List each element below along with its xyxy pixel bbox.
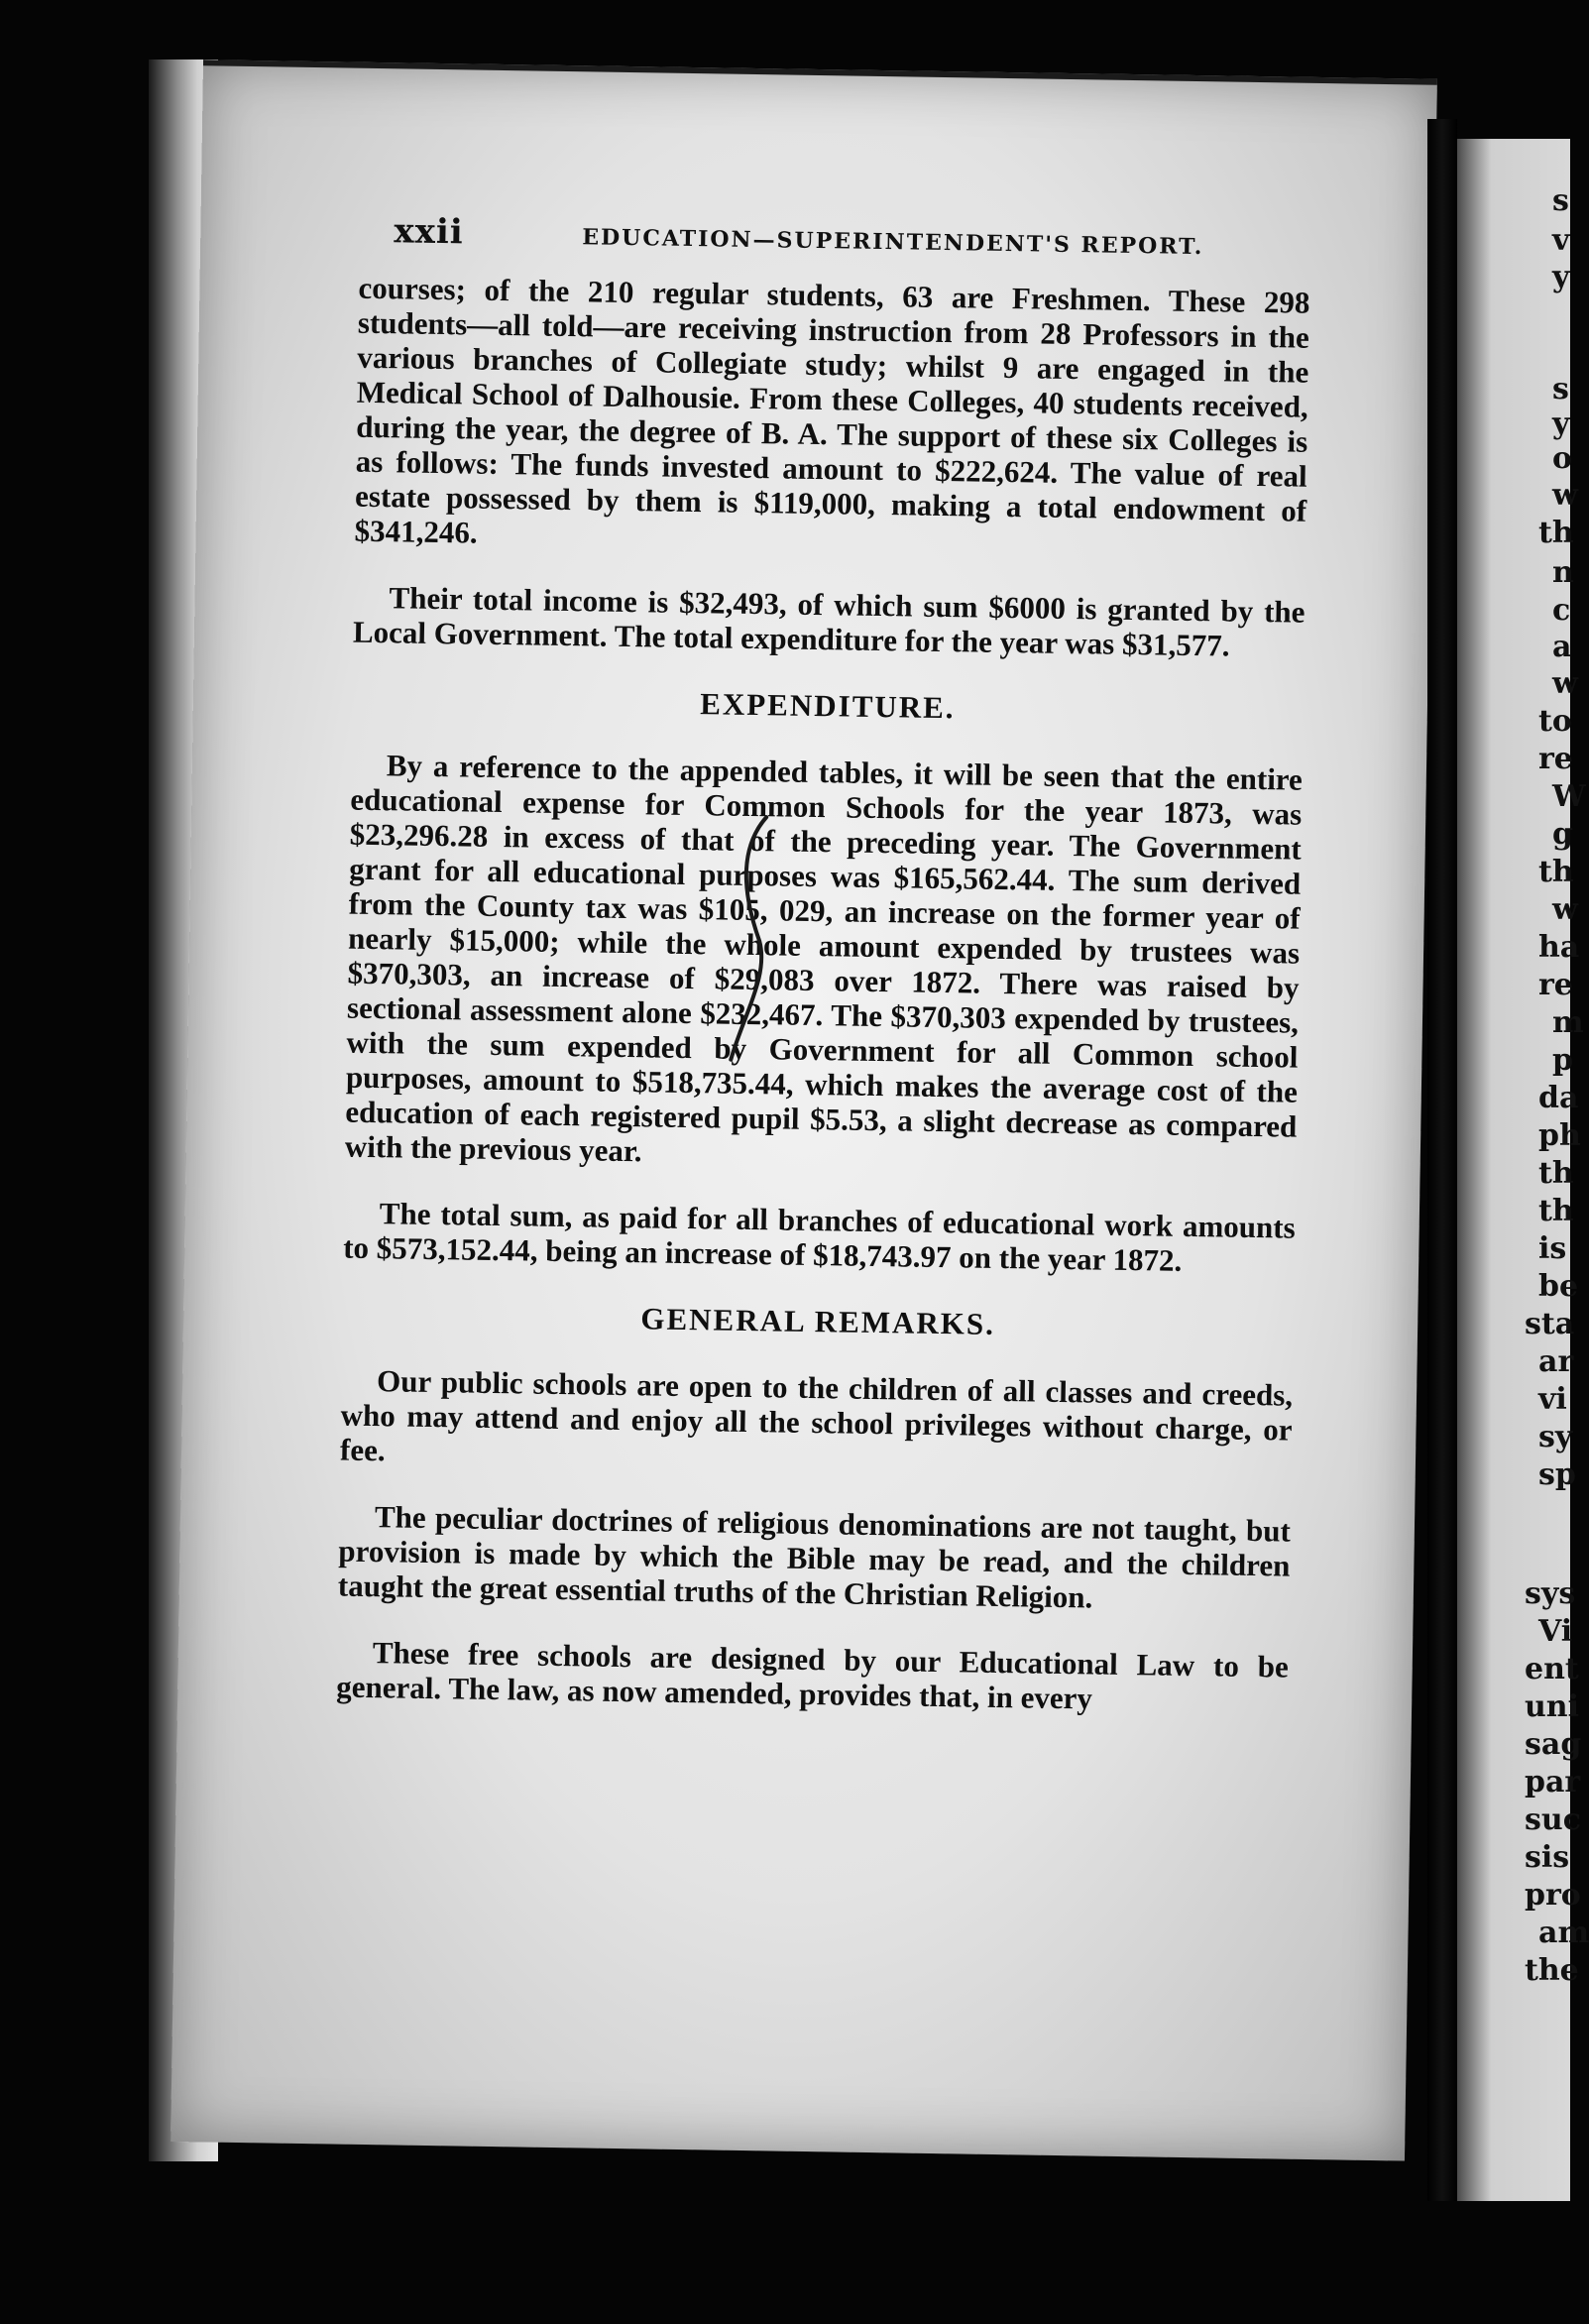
adjacent-page-fragment: w	[1552, 892, 1578, 927]
adjacent-page-fragment: n	[1552, 555, 1574, 590]
adjacent-page-fragment: sis	[1525, 1840, 1570, 1875]
adjacent-page-fragment: g	[1552, 817, 1573, 852]
paragraph-free-schools: These free schools are designed by our Educational Law to be general. The law, as now amended, provides that, in every	[336, 1635, 1290, 1716]
adjacent-page-edge	[1457, 139, 1589, 2201]
adjacent-page-fragment: th	[1538, 1194, 1574, 1228]
adjacent-page-fragment: suc	[1525, 1802, 1581, 1837]
adjacent-page-fragment: am	[1538, 1916, 1589, 1950]
adjacent-page-fragment: ar	[1538, 1344, 1574, 1379]
adjacent-page-fragment: th	[1538, 516, 1574, 550]
adjacent-page-fragment: s	[1552, 372, 1569, 407]
adjacent-page-fragment: uni	[1525, 1689, 1580, 1724]
paragraph-expenditure: By a reference to the appended tables, it will be seen that the entire educational expense for Common Schools for the year 1873, was $23,296.28 in excess of that of the preceding year. The Government grant for all educational purposes was $165,562.44. The sum derived from the County tax was $105, 029, an increase on the former year of nearly $15,000; while the whole amount expended by trustees was $370,303, an increase of $29,083 over 1872. There was raised by sectional assessment alone $232,467. The $370,303 expended by trustees, with the sum expended by Government for all Common school purposes, amount to $518,735.44, which makes the average cost of the education of each registered pupil $5.53, a slight decrease as compared with the previous year.	[344, 748, 1304, 1169]
heading-general-remarks: GENERAL REMARKS.	[640, 1301, 996, 1341]
paragraph-total-sum: The total sum, as paid for all branches of educational work amounts to $573,152.44, being an increase of $18,743.97 on the year 1872.	[343, 1196, 1296, 1278]
adjacent-page-fragment: re	[1538, 742, 1573, 776]
adjacent-page-fragment: to	[1538, 704, 1572, 739]
adjacent-page-fragment: y	[1552, 260, 1570, 294]
adjacent-page-fragment: da	[1538, 1081, 1579, 1115]
adjacent-page-fragment: sy	[1538, 1420, 1573, 1454]
paragraph-colleges: courses; of the 210 regular students, 63 are Freshmen. These 298 students—all told—are receiving instruction from 28 Professors in the various branches of Collegiate study; whilst 9 are engaged in the Medical School of Dalhousie. From these Colleges, 40 students received, during the year, the degree of B. A. The support of these six Colleges is as follows: The funds invested amount to $222,624. The value of real estate possessed by them is $119,000, making a total endowment of $341,246.	[354, 270, 1310, 550]
adjacent-page-fragment: th	[1538, 855, 1574, 889]
adjacent-page-fragment: ent	[1525, 1652, 1579, 1686]
adjacent-page-fragment: w	[1552, 666, 1578, 701]
adjacent-page-fragment: Vi	[1538, 1614, 1573, 1649]
adjacent-page-fragment: par	[1525, 1765, 1581, 1800]
adjacent-page-fragment: the	[1525, 1953, 1579, 1988]
adjacent-page-fragment: s	[1552, 183, 1569, 218]
adjacent-page-fragment: th	[1538, 1156, 1574, 1191]
adjacent-page-fragment: o	[1552, 441, 1573, 476]
paragraph-religious-doctrines: The peculiar doctrines of religious denominations are not taught, but provision is made by which the Bible may be read, and the children taught the great essential truths of the Christian Religion.	[337, 1499, 1292, 1615]
adjacent-page-fragment: sp	[1538, 1457, 1576, 1492]
page-body	[336, 271, 1310, 1751]
book-gutter	[1427, 119, 1457, 2201]
adjacent-page-fragment: vi	[1538, 1382, 1567, 1417]
heading-expenditure: EXPENDITURE.	[699, 686, 956, 726]
adjacent-page-fragment: pro	[1525, 1878, 1581, 1913]
adjacent-page-fragment: w	[1552, 478, 1578, 513]
adjacent-page-fragment: sag	[1525, 1727, 1582, 1762]
adjacent-page-fragment: y	[1552, 407, 1570, 441]
adjacent-page-fragment: v	[1552, 223, 1570, 258]
adjacent-page-fragment: W	[1552, 779, 1586, 814]
paragraph-income: Their total income is $32,493, of which sum $6000 is granted by the Local Government. The total expenditure for the year was $31,577.	[352, 580, 1305, 663]
adjacent-page-fragment: sta	[1525, 1307, 1575, 1341]
paragraph-public-schools: Our public schools are open to the children of all classes and creeds, who may attend and enjoy all the school privileges without charge, or fee.	[339, 1363, 1294, 1468]
adjacent-page-fragment: re	[1538, 968, 1573, 1002]
page-header	[394, 211, 1386, 261]
adjacent-page-fragment: m	[1552, 1005, 1584, 1040]
adjacent-page-fragment: sys	[1525, 1576, 1576, 1611]
adjacent-page-fragment: ph	[1538, 1118, 1581, 1153]
page-number: xxii	[394, 211, 465, 253]
page-top-rule	[203, 59, 1437, 85]
running-head: EDUCATION—SUPERINTENDENT'S REPORT.	[582, 224, 1204, 261]
adjacent-page-fragment: is	[1538, 1231, 1567, 1266]
book-page	[170, 59, 1437, 2160]
adjacent-page-fragment: p	[1552, 1043, 1573, 1078]
adjacent-page-fragment: ha	[1538, 930, 1580, 965]
adjacent-page-fragment: a	[1552, 630, 1572, 664]
adjacent-page-fragment: be	[1538, 1269, 1579, 1304]
pen-mark-icon	[723, 812, 786, 1071]
adjacent-page-fragment: c	[1552, 593, 1571, 628]
